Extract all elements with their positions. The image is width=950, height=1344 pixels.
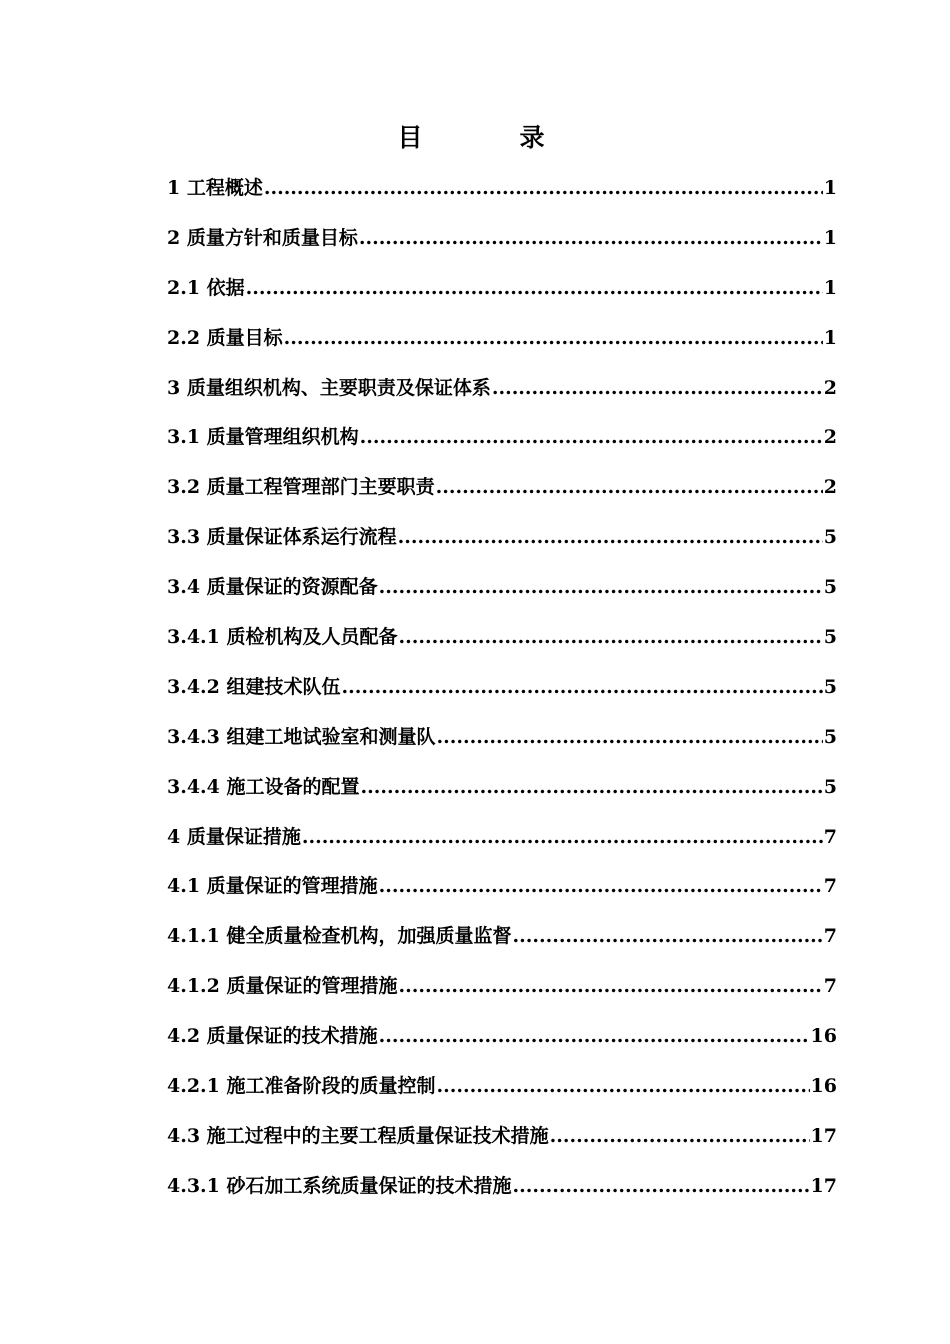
toc-entry-label: 2.2 质量目标 bbox=[167, 326, 283, 349]
toc-entry[interactable] bbox=[167, 667, 837, 717]
toc-entry-label: 3.1 质量管理组织机构 bbox=[167, 426, 359, 449]
toc-dot-leader bbox=[379, 1016, 810, 1056]
toc-title: 目 录 bbox=[397, 123, 581, 152]
toc-entry-page: 16 bbox=[810, 1075, 837, 1098]
toc-entry-page: 1 bbox=[823, 276, 837, 299]
toc-entry-page: 1 bbox=[823, 226, 837, 249]
toc-dot-leader bbox=[342, 667, 823, 707]
toc-entry-label: 4.2.1 施工准备阶段的质量控制 bbox=[167, 1075, 436, 1098]
toc-entry-label: 3.4.3 组建工地试验室和测量队 bbox=[167, 725, 436, 748]
toc-dot-leader bbox=[513, 916, 823, 956]
toc-entry[interactable] bbox=[167, 1116, 837, 1166]
toc-entry-page: 7 bbox=[823, 925, 837, 948]
toc-entry-page: 17 bbox=[810, 1174, 837, 1197]
toc-entry[interactable] bbox=[167, 767, 837, 817]
toc-entry-page: 5 bbox=[823, 526, 837, 549]
toc-entry-label: 3.2 质量工程管理部门主要职责 bbox=[167, 476, 435, 499]
toc-entry-page: 2 bbox=[823, 476, 837, 499]
toc-entry[interactable] bbox=[167, 1016, 837, 1066]
toc-entry-page: 16 bbox=[810, 1025, 837, 1048]
toc-entry-page: 1 bbox=[823, 326, 837, 349]
toc-entry-page: 2 bbox=[823, 426, 837, 449]
toc-entry-page: 7 bbox=[823, 975, 837, 998]
toc-entry-label: 4.2 质量保证的技术措施 bbox=[167, 1025, 378, 1048]
toc-entry[interactable] bbox=[167, 268, 837, 318]
toc-entry-label: 1 工程概述 bbox=[167, 177, 263, 199]
toc-entry-label: 3.4 质量保证的资源配备 bbox=[167, 576, 378, 599]
toc-entry-label: 3 质量组织机构、主要职责及保证体系 bbox=[167, 376, 491, 399]
toc-entry[interactable] bbox=[167, 368, 837, 418]
toc-entry-page: 17 bbox=[810, 1124, 837, 1147]
toc-dot-leader bbox=[399, 617, 823, 657]
toc-entry-label: 3.4.4 施工设备的配置 bbox=[167, 775, 360, 798]
toc-dot-leader bbox=[361, 767, 823, 807]
toc-entry[interactable] bbox=[167, 218, 837, 268]
toc-entry-label: 2.1 依据 bbox=[167, 276, 245, 299]
toc-entry[interactable] bbox=[167, 966, 837, 1016]
toc-dot-leader bbox=[360, 417, 823, 457]
toc-entry[interactable] bbox=[167, 417, 837, 467]
toc-dot-leader bbox=[284, 318, 823, 358]
toc-dot-leader bbox=[436, 467, 823, 507]
toc-entry[interactable] bbox=[167, 567, 837, 617]
toc-dot-leader bbox=[264, 168, 823, 208]
toc-dot-leader bbox=[398, 517, 823, 557]
toc-dot-leader bbox=[379, 567, 823, 607]
toc-entry-page: 1 bbox=[823, 177, 837, 199]
toc-dot-leader bbox=[302, 817, 823, 857]
toc-entry[interactable] bbox=[167, 817, 837, 867]
toc-dot-leader bbox=[437, 717, 823, 757]
toc-entry-page: 7 bbox=[823, 825, 837, 848]
toc-entry[interactable] bbox=[167, 1166, 837, 1216]
toc-entry[interactable] bbox=[167, 617, 837, 667]
toc-entry-label: 3.4.2 组建技术队伍 bbox=[167, 675, 341, 698]
toc-dot-leader bbox=[513, 1166, 810, 1206]
toc-entry-page: 7 bbox=[823, 875, 837, 898]
toc-entry-label: 4.3.1 砂石加工系统质量保证的技术措施 bbox=[167, 1174, 512, 1197]
toc-entry-label: 4.1.2 质量保证的管理措施 bbox=[167, 975, 398, 998]
table-of-contents bbox=[167, 168, 837, 1216]
toc-entry[interactable] bbox=[167, 1066, 837, 1116]
toc-entry-page: 2 bbox=[823, 376, 837, 399]
toc-entry[interactable] bbox=[167, 866, 837, 916]
toc-entry[interactable] bbox=[167, 916, 837, 966]
toc-dot-leader bbox=[359, 218, 823, 258]
toc-dot-leader bbox=[492, 368, 823, 408]
toc-entry-label: 4.1.1 健全质量检查机构，加强质量监督 bbox=[167, 925, 512, 948]
toc-entry[interactable] bbox=[167, 717, 837, 767]
toc-entry[interactable] bbox=[167, 467, 837, 517]
toc-dot-leader bbox=[437, 1066, 810, 1106]
toc-entry-label: 4.3 施工过程中的主要工程质量保证技术措施 bbox=[167, 1124, 549, 1147]
toc-entry[interactable] bbox=[167, 318, 837, 368]
toc-entry-page: 5 bbox=[823, 775, 837, 798]
toc-entry-label: 3.3 质量保证体系运行流程 bbox=[167, 526, 397, 549]
toc-entry-label: 2 质量方针和质量目标 bbox=[167, 226, 358, 249]
toc-dot-leader bbox=[550, 1116, 810, 1156]
toc-entry[interactable] bbox=[167, 168, 837, 218]
toc-entry-page: 5 bbox=[823, 626, 837, 649]
toc-dot-leader bbox=[246, 268, 823, 308]
toc-entry-label: 4 质量保证措施 bbox=[167, 825, 301, 848]
toc-entry-label: 3.4.1 质检机构及人员配备 bbox=[167, 626, 398, 649]
toc-entry-page: 5 bbox=[823, 675, 837, 698]
toc-entry-page: 5 bbox=[823, 725, 837, 748]
toc-dot-leader bbox=[399, 966, 823, 1006]
toc-dot-leader bbox=[379, 866, 823, 906]
toc-entry[interactable] bbox=[167, 517, 837, 567]
toc-entry-page: 5 bbox=[823, 576, 837, 599]
toc-entry-label: 4.1 质量保证的管理措施 bbox=[167, 875, 378, 898]
